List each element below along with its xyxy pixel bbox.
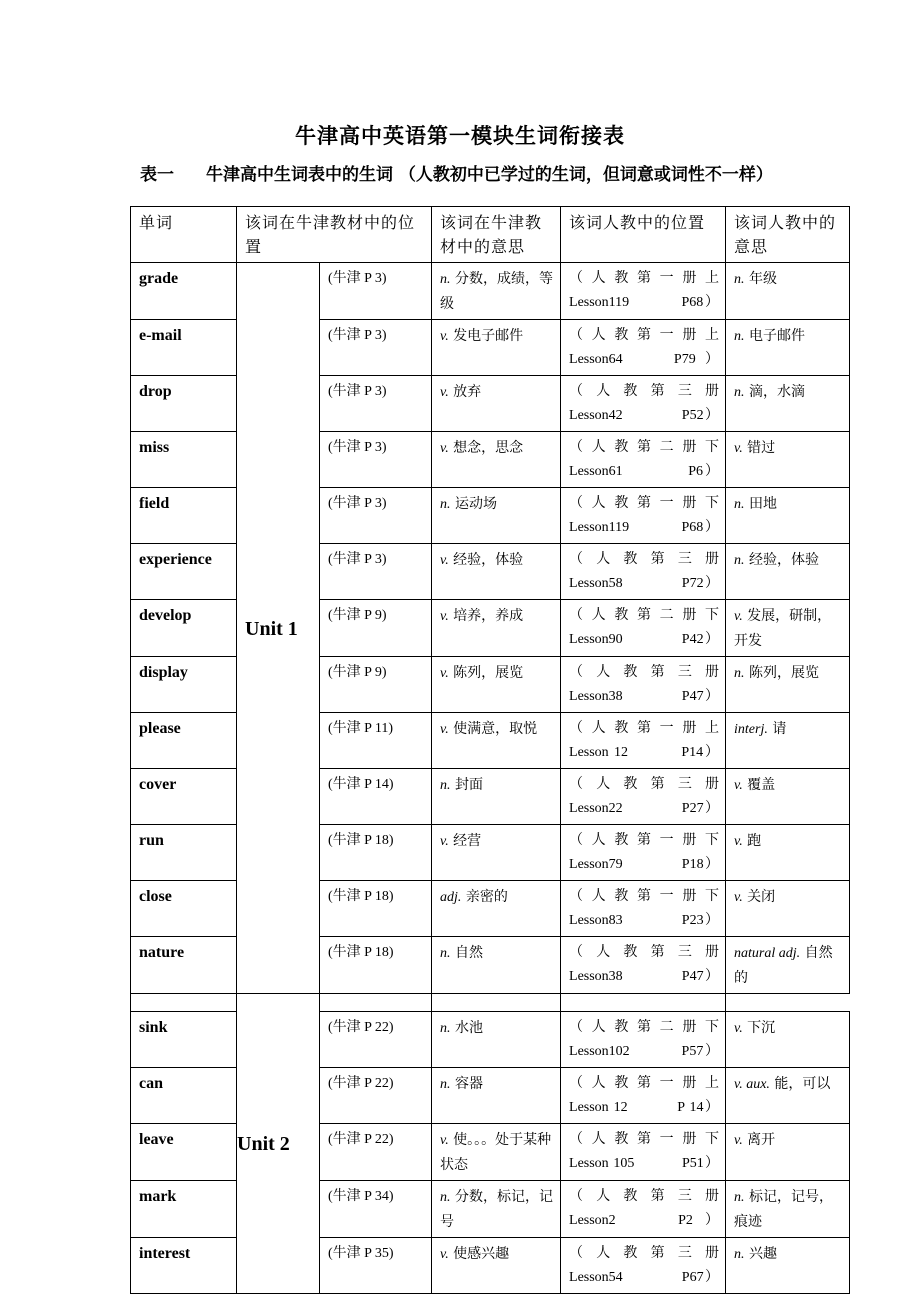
- pep-lesson-line: Lesson 12 P14）: [569, 745, 720, 760]
- pep-position-line: （ 人 教 第 三 册: [569, 945, 720, 960]
- oxford-position-cell: (牛津 P 3): [320, 544, 432, 600]
- header-word: 单词: [131, 207, 237, 263]
- vocabulary-table: [130, 206, 850, 1294]
- oxford-position-cell: (牛津 P 22): [320, 1124, 432, 1181]
- pep-lesson-line: Lesson119 P68）: [569, 295, 720, 310]
- pep-position-line: （ 人 教 第 二 册 下: [569, 440, 720, 455]
- pep-position-cell: [561, 657, 726, 713]
- blank-row: [131, 994, 850, 1012]
- part-of-speech: n.: [734, 666, 745, 681]
- meaning-text: 使感兴趣: [453, 1246, 510, 1262]
- oxford-position-cell: (牛津 P 11): [320, 713, 432, 769]
- pep-position-cell: [561, 263, 726, 320]
- part-of-speech: adj.: [440, 890, 462, 905]
- pep-meaning-cell: [726, 881, 850, 937]
- part-of-speech: n.: [440, 1190, 451, 1205]
- pep-lesson-line: Lesson 105 P51）: [569, 1156, 720, 1171]
- table-tag: 表一: [140, 165, 174, 185]
- oxford-position-cell: (牛津 P 3): [320, 432, 432, 488]
- word-cell: leave: [131, 1124, 237, 1181]
- pep-position-cell: [561, 1124, 726, 1181]
- meaning-text: 使。。。处于某种状态: [440, 1132, 552, 1173]
- word-cell: interest: [131, 1238, 237, 1294]
- table-subtitle: [140, 160, 773, 185]
- meaning-text: 请: [772, 721, 787, 737]
- meaning-text: 发电子邮件: [453, 328, 524, 344]
- pep-position-line: （ 人 教 第 一 册 下: [569, 1132, 720, 1147]
- meaning-text: 离开: [747, 1132, 776, 1148]
- word-cell: nature: [131, 937, 237, 994]
- pep-position-line: （ 人 教 第 一 册 上: [569, 721, 720, 736]
- meaning-text: 田地: [748, 496, 777, 512]
- word-cell: sink: [131, 1012, 237, 1068]
- word-cell: display: [131, 657, 237, 713]
- pep-lesson-line: Lesson61 P6）: [569, 464, 720, 479]
- pep-meaning-cell: [726, 432, 850, 488]
- pep-position-cell: [561, 544, 726, 600]
- oxford-position-cell: (牛津 P 22): [320, 1012, 432, 1068]
- pep-meaning-cell: [726, 1124, 850, 1181]
- part-of-speech: v.: [440, 834, 449, 849]
- part-of-speech: n.: [734, 553, 745, 568]
- oxford-meaning-cell: [432, 320, 561, 376]
- meaning-text: 自然: [454, 945, 483, 961]
- pep-position-cell: [561, 713, 726, 769]
- oxford-meaning-cell: [432, 1181, 561, 1238]
- pep-position-line: （ 人 教 第 一 册 下: [569, 496, 720, 511]
- pep-position-line: （ 人 教 第 一 册 上: [569, 1076, 720, 1091]
- meaning-text: 电子邮件: [748, 328, 805, 344]
- pep-meaning-cell: [726, 1181, 850, 1238]
- pep-lesson-line: Lesson58 P72）: [569, 576, 720, 591]
- word-cell: miss: [131, 432, 237, 488]
- pep-position-line: （ 人 教 第 一 册 上: [569, 271, 720, 286]
- pep-meaning-cell: [726, 825, 850, 881]
- meaning-text: 使满意，取悦: [453, 721, 538, 737]
- pep-lesson-line: Lesson22 P27）: [569, 801, 720, 816]
- subtitle-text: 牛津高中生词表中的生词 （人教初中已学过的生词，但词意或词性不一样）: [206, 165, 773, 185]
- pep-position-cell: [561, 1012, 726, 1068]
- meaning-text: 自然的: [734, 945, 833, 986]
- part-of-speech: v.: [440, 1247, 449, 1262]
- word-cell: develop: [131, 600, 237, 657]
- oxford-position-cell: (牛津 P 14): [320, 769, 432, 825]
- pep-lesson-line: Lesson102 P57）: [569, 1044, 720, 1059]
- pep-meaning-cell: [726, 376, 850, 432]
- pep-lesson-line: Lesson64 P79）: [569, 352, 720, 367]
- table-row: [131, 263, 850, 320]
- pep-position-cell: [561, 376, 726, 432]
- oxford-meaning-cell: [432, 263, 561, 320]
- part-of-speech: v.: [440, 722, 449, 737]
- pep-lesson-line: Lesson2 P2）: [569, 1213, 720, 1228]
- part-of-speech: n.: [734, 1247, 745, 1262]
- pep-meaning-cell: [726, 657, 850, 713]
- oxford-position-cell: (牛津 P 3): [320, 320, 432, 376]
- pep-position-line: （ 人 教 第 一 册 上: [569, 328, 720, 343]
- part-of-speech: v.: [734, 441, 743, 456]
- oxford-position-cell: (牛津 P 9): [320, 600, 432, 657]
- part-of-speech: v.: [734, 1021, 743, 1036]
- part-of-speech: n.: [440, 1077, 451, 1092]
- word-cell: mark: [131, 1181, 237, 1238]
- pep-lesson-line: Lesson 12 P 14）: [569, 1100, 720, 1115]
- part-of-speech: n.: [440, 272, 451, 287]
- pep-position-cell: [561, 937, 726, 994]
- oxford-meaning-cell: [432, 488, 561, 544]
- unit-label: Unit 2: [237, 994, 320, 1294]
- word-cell: field: [131, 488, 237, 544]
- pep-position-line: （ 人 教 第 三 册: [569, 384, 720, 399]
- header-oxford-position: 该词在牛津教材中的位置: [237, 207, 432, 263]
- oxford-meaning-cell: [432, 937, 561, 994]
- page-title: 牛津高中英语第一模块生词衔接表: [295, 123, 625, 148]
- part-of-speech: n.: [440, 778, 451, 793]
- pep-position-cell: [561, 1181, 726, 1238]
- pep-position-line: （ 人 教 第 二 册 下: [569, 1020, 720, 1035]
- word-cell: e-mail: [131, 320, 237, 376]
- meaning-text: 经验，体验: [748, 552, 819, 568]
- part-of-speech: natural adj.: [734, 946, 801, 961]
- oxford-position-cell: (牛津 P 35): [320, 1238, 432, 1294]
- header-oxford-meaning: 该词在牛津教材中的意思: [432, 207, 561, 263]
- part-of-speech: n.: [734, 1190, 745, 1205]
- pep-meaning-cell: [726, 1068, 850, 1124]
- pep-position-line: （ 人 教 第 一 册 下: [569, 833, 720, 848]
- oxford-position-cell: (牛津 P 22): [320, 1068, 432, 1124]
- meaning-text: 能，可以: [774, 1076, 831, 1092]
- part-of-speech: n.: [440, 1021, 451, 1036]
- part-of-speech: interj.: [734, 722, 768, 737]
- part-of-speech: v.: [440, 666, 449, 681]
- part-of-speech: n.: [440, 497, 451, 512]
- meaning-text: 水池: [454, 1020, 483, 1036]
- word-cell: please: [131, 713, 237, 769]
- meaning-text: 经验，体验: [453, 552, 524, 568]
- meaning-text: 想念，思念: [453, 440, 524, 456]
- oxford-meaning-cell: [432, 600, 561, 657]
- unit-label: Unit 1: [237, 263, 320, 994]
- oxford-meaning-cell: [432, 713, 561, 769]
- meaning-text: 覆盖: [747, 777, 776, 793]
- pep-meaning-cell: [726, 600, 850, 657]
- pep-position-cell: [561, 1068, 726, 1124]
- pep-lesson-line: Lesson42 P52）: [569, 408, 720, 423]
- part-of-speech: v.: [734, 778, 743, 793]
- pep-position-cell: [561, 769, 726, 825]
- pep-position-line: （ 人 教 第 三 册: [569, 1189, 720, 1204]
- pep-meaning-cell: [726, 713, 850, 769]
- part-of-speech: v.: [440, 441, 449, 456]
- oxford-position-cell: (牛津 P 3): [320, 263, 432, 320]
- word-cell: experience: [131, 544, 237, 600]
- pep-meaning-cell: [726, 769, 850, 825]
- meaning-text: 跑: [747, 833, 762, 849]
- oxford-meaning-cell: [432, 432, 561, 488]
- word-cell: cover: [131, 769, 237, 825]
- meaning-text: 错过: [747, 440, 776, 456]
- word-cell: close: [131, 881, 237, 937]
- part-of-speech: n.: [734, 497, 745, 512]
- part-of-speech: v.: [734, 609, 743, 624]
- meaning-text: 封面: [454, 777, 483, 793]
- header-pep-position: 该词人教中的位置: [561, 207, 726, 263]
- oxford-meaning-cell: [432, 1068, 561, 1124]
- pep-lesson-line: Lesson38 P47）: [569, 969, 720, 984]
- meaning-text: 容器: [454, 1076, 483, 1092]
- meaning-text: 放弃: [453, 384, 482, 400]
- oxford-position-cell: (牛津 P 18): [320, 881, 432, 937]
- part-of-speech: n.: [734, 272, 745, 287]
- meaning-text: 标记，记号，痕迹: [734, 1189, 833, 1230]
- pep-position-cell: [561, 600, 726, 657]
- part-of-speech: v.: [440, 553, 449, 568]
- pep-position-line: （ 人 教 第 一 册 下: [569, 889, 720, 904]
- pep-position-line: （ 人 教 第 二 册 下: [569, 608, 720, 623]
- blank-cell-word: [131, 994, 237, 1012]
- pep-position-cell: [561, 488, 726, 544]
- part-of-speech: v.: [734, 1133, 743, 1148]
- pep-meaning-cell: [726, 1238, 850, 1294]
- meaning-text: 陈列，展览: [453, 665, 524, 681]
- oxford-position-cell: (牛津 P 3): [320, 488, 432, 544]
- pep-lesson-line: Lesson54 P67）: [569, 1270, 720, 1285]
- pep-meaning-cell: [726, 937, 850, 994]
- oxford-position-cell: (牛津 P 34): [320, 1181, 432, 1238]
- oxford-position-cell: (牛津 P 18): [320, 825, 432, 881]
- part-of-speech: n.: [440, 946, 451, 961]
- header-pep-meaning: 该词人教中的意思: [726, 207, 850, 263]
- oxford-position-cell: (牛津 P 18): [320, 937, 432, 994]
- oxford-meaning-cell: [432, 1124, 561, 1181]
- table-header-row: [131, 207, 850, 263]
- oxford-meaning-cell: [432, 1012, 561, 1068]
- word-cell: grade: [131, 263, 237, 320]
- meaning-text: 滴，水滴: [748, 384, 805, 400]
- pep-meaning-cell: [726, 320, 850, 376]
- part-of-speech: v.: [440, 385, 449, 400]
- blank-cell-pep-meaning: [561, 994, 726, 1012]
- pep-position-line: （ 人 教 第 三 册: [569, 1246, 720, 1261]
- meaning-text: 运动场: [454, 496, 497, 512]
- pep-position-cell: [561, 881, 726, 937]
- oxford-position-cell: (牛津 P 3): [320, 376, 432, 432]
- meaning-text: 关闭: [747, 889, 776, 905]
- part-of-speech: n.: [734, 385, 745, 400]
- part-of-speech: v.: [440, 609, 449, 624]
- oxford-meaning-cell: [432, 376, 561, 432]
- part-of-speech: n.: [734, 329, 745, 344]
- part-of-speech: v.: [734, 890, 743, 905]
- meaning-text: 年级: [748, 271, 777, 287]
- part-of-speech: v.: [440, 329, 449, 344]
- meaning-text: 分数，标记，记号: [440, 1189, 553, 1230]
- pep-lesson-line: Lesson119 P68）: [569, 520, 720, 535]
- pep-meaning-cell: [726, 544, 850, 600]
- meaning-text: 经营: [453, 833, 482, 849]
- meaning-text: 陈列，展览: [748, 665, 819, 681]
- oxford-meaning-cell: [432, 881, 561, 937]
- part-of-speech: v.: [734, 834, 743, 849]
- oxford-meaning-cell: [432, 1238, 561, 1294]
- pep-lesson-line: Lesson79 P18）: [569, 857, 720, 872]
- pep-position-cell: [561, 1238, 726, 1294]
- oxford-meaning-cell: [432, 769, 561, 825]
- meaning-text: 发展，研制，开发: [734, 608, 832, 649]
- pep-meaning-cell: [726, 488, 850, 544]
- pep-position-cell: [561, 320, 726, 376]
- meaning-text: 分数，成绩，等级: [440, 271, 553, 312]
- oxford-meaning-cell: [432, 657, 561, 713]
- pep-position-cell: [561, 432, 726, 488]
- oxford-position-cell: (牛津 P 9): [320, 657, 432, 713]
- part-of-speech: v. aux.: [734, 1077, 770, 1092]
- meaning-text: 下沉: [747, 1020, 776, 1036]
- pep-lesson-line: Lesson38 P47）: [569, 689, 720, 704]
- meaning-text: 兴趣: [748, 1246, 777, 1262]
- meaning-text: 培养，养成: [453, 608, 524, 624]
- word-cell: run: [131, 825, 237, 881]
- pep-lesson-line: Lesson90 P42）: [569, 632, 720, 647]
- oxford-meaning-cell: [432, 544, 561, 600]
- pep-meaning-cell: [726, 263, 850, 320]
- pep-position-line: （ 人 教 第 三 册: [569, 777, 720, 792]
- pep-meaning-cell: [726, 1012, 850, 1068]
- pep-lesson-line: Lesson83 P23）: [569, 913, 720, 928]
- meaning-text: 亲密的: [465, 889, 508, 905]
- word-cell: drop: [131, 376, 237, 432]
- pep-position-line: （ 人 教 第 三 册: [569, 552, 720, 567]
- part-of-speech: v.: [440, 1133, 449, 1148]
- pep-position-cell: [561, 825, 726, 881]
- oxford-meaning-cell: [432, 825, 561, 881]
- blank-cell-pep-position: [432, 994, 561, 1012]
- pep-position-line: （ 人 教 第 三 册: [569, 665, 720, 680]
- blank-cell-oxford-meaning: [320, 994, 432, 1012]
- word-cell: can: [131, 1068, 237, 1124]
